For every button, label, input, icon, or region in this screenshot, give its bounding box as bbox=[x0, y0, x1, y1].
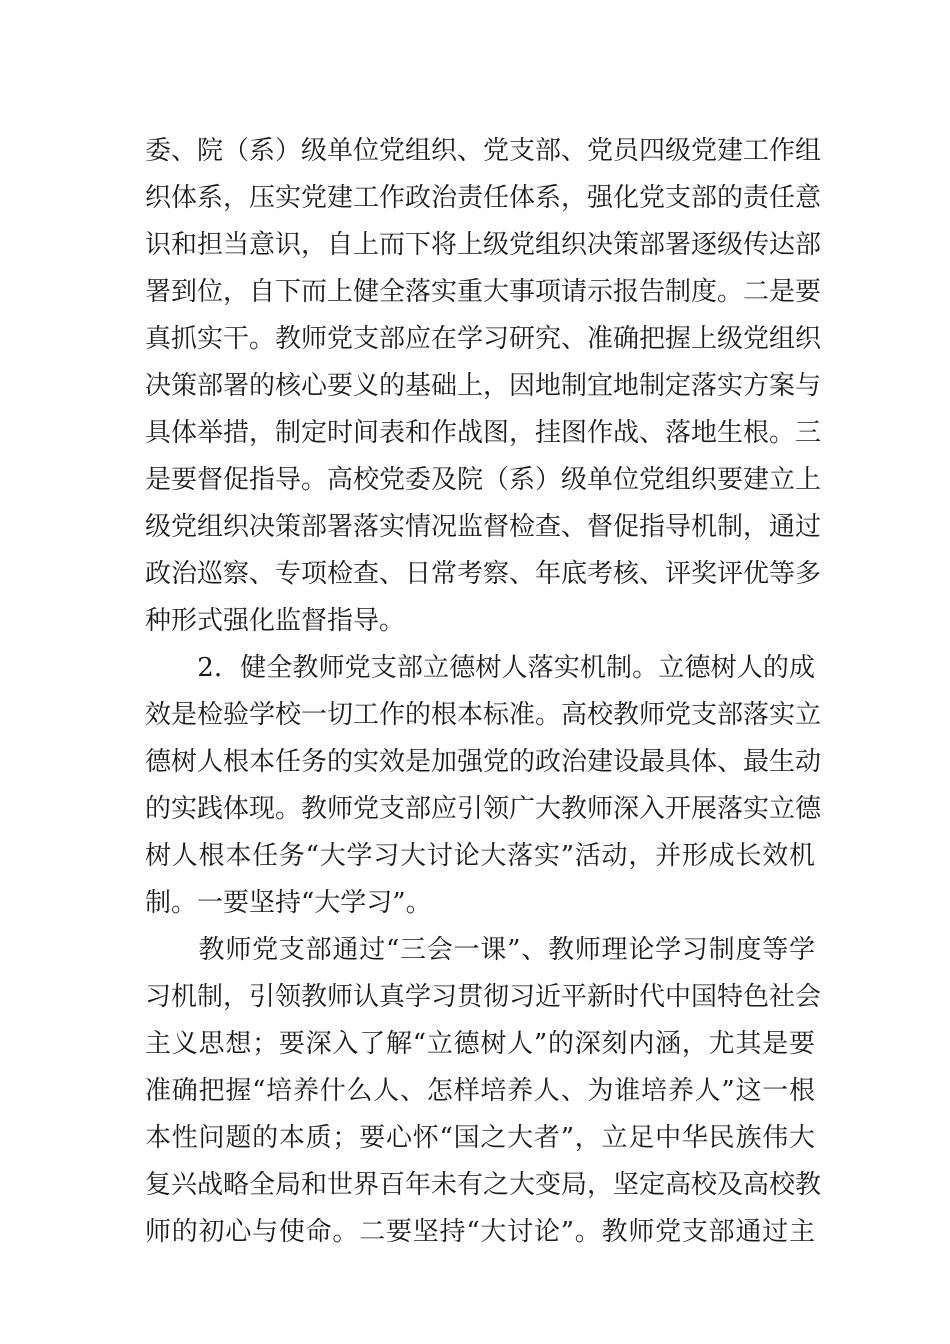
text-line: 政治巡察、专项检查、日常考察、年底考核、评奖评优等多 bbox=[145, 559, 822, 589]
text-line: 准确把握“培养什么人、怎样培养人、为谁培养人”这一根 bbox=[145, 1076, 815, 1106]
text-line: 决策部署的核心要义的基础上，因地制宜地制定落实方案与 bbox=[145, 371, 822, 401]
text-line: 德树人根本任务的实效是加强党的政治建设最具体、最生动 bbox=[145, 747, 822, 777]
text-line: 主义思想；要深入了解“立德树人”的深刻内涵，尤其是要 bbox=[145, 1029, 815, 1059]
text-line: 习机制，引领教师认真学习贯彻习近平新时代中国特色社会 bbox=[145, 982, 822, 1012]
text-line: 级党组织决策部署落实情况监督检查、督促指导机制，通过 bbox=[145, 512, 822, 542]
text-line-paragraph-end: 种形式强化监督指导。 bbox=[145, 606, 406, 636]
text-line-paragraph-start: 2．健全教师党支部立德树人落实机制。立德树人的成 bbox=[145, 653, 815, 683]
text-line: 复兴战略全局和世界百年未有之大变局，坚定高校及高校教 bbox=[145, 1170, 822, 1200]
text-line: 树人根本任务“大学习大讨论大落实”活动，并形成长效机 bbox=[145, 841, 815, 871]
text-line: 具体举措，制定时间表和作战图，挂图作战、落地生根。三 bbox=[145, 418, 822, 448]
text-line-paragraph-start: 教师党支部通过“三会一课”、教师理论学习制度等学 bbox=[145, 935, 815, 965]
body-text bbox=[145, 128, 822, 1256]
text-line: 是要督促指导。高校党委及院（系）级单位党组织要建立上 bbox=[145, 465, 822, 495]
text-line: 真抓实干。教师党支部应在学习研究、准确把握上级党组织 bbox=[145, 324, 822, 354]
text-line: 织体系，压实党建工作政治责任体系，强化党支部的责任意 bbox=[145, 183, 822, 213]
text-line: 署到位，自下而上健全落实重大事项请示报告制度。二是要 bbox=[145, 277, 822, 307]
text-line: 识和担当意识，自上而下将上级党组织决策部署逐级传达部 bbox=[145, 230, 822, 260]
text-line: 师的初心与使命。二要坚持“大讨论”。教师党支部通过主 bbox=[145, 1217, 815, 1247]
text-line: 委、院（系）级单位党组织、党支部、党员四级党建工作组 bbox=[145, 136, 822, 166]
text-line: 本性问题的本质；要心怀“国之大者”，立足中华民族伟大 bbox=[145, 1123, 815, 1153]
text-line: 的实践体现。教师党支部应引领广大教师深入开展落实立德 bbox=[145, 794, 822, 824]
text-line-paragraph-end: 制。一要坚持“大学习”。 bbox=[145, 888, 432, 918]
text-line: 效是检验学校一切工作的根本标准。高校教师党支部落实立 bbox=[145, 700, 822, 730]
